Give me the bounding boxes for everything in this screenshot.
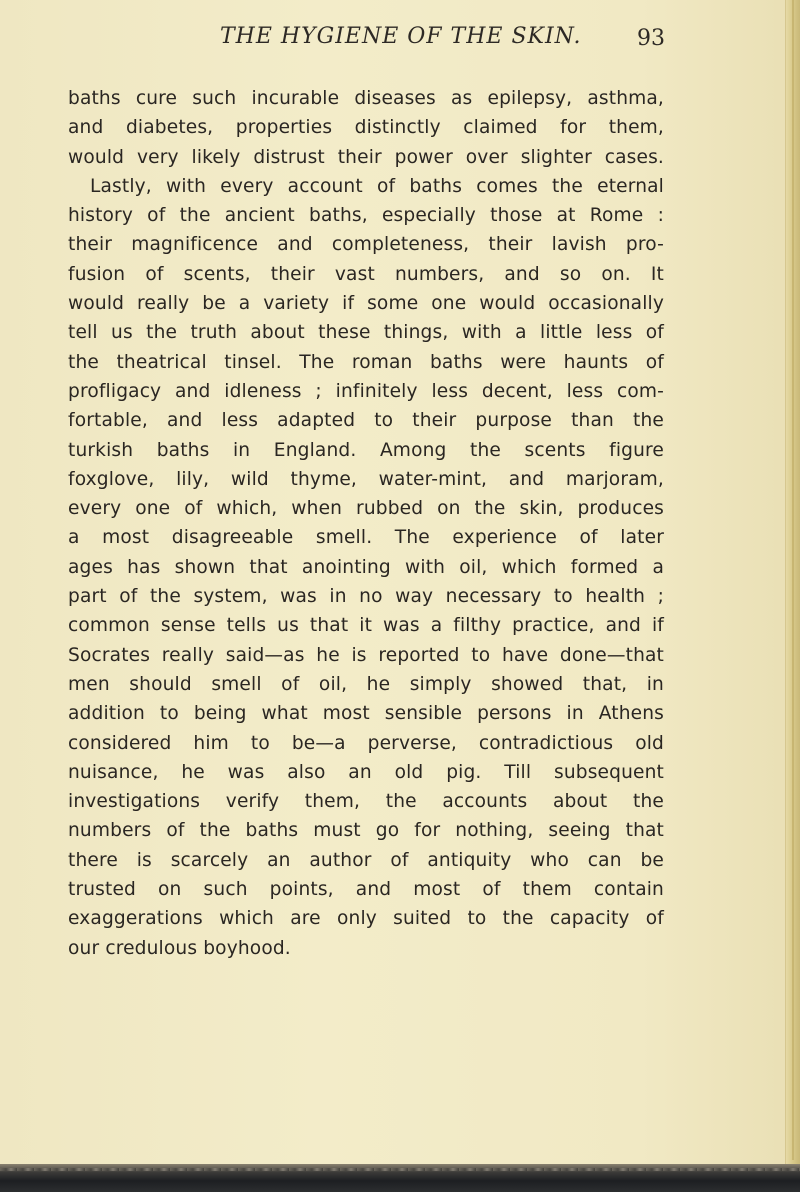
running-title: THE HYGIENE OF THE SKIN. (220, 24, 582, 49)
text-line: our credulous boyhood. (68, 937, 291, 959)
text-line: nuisance, he was also an old pig. Till subsequent (68, 761, 664, 783)
running-head (0, 24, 800, 64)
text-line: addition to being what most sensible persons in Athens (68, 703, 664, 725)
text-line: ages has shown that anointing with oil, which formed a (68, 556, 664, 578)
page-number: 93 (637, 26, 665, 51)
text-line: every one of which, when rubbed on the skin, produces (68, 498, 664, 520)
body-text (68, 84, 664, 963)
page-edge-shadow-line (792, 0, 794, 1160)
page-bottom-edge-texture (0, 1168, 800, 1171)
text-line: a most disagreeable smell. The experience of later (68, 527, 664, 549)
text-line: would really be a variety if some one would occasionally (68, 293, 664, 315)
text-line: the theatrical tinsel. The roman baths were haunts of (68, 351, 664, 373)
text-line: Socrates really said—as he is reported to have done—that (68, 644, 664, 666)
text-line: considered him to be—a perverse, contradictious old (68, 732, 664, 754)
text-line: exaggerations which are only suited to the capacity of (68, 908, 664, 930)
text-line: tell us the truth about these things, with a little less of (68, 322, 664, 344)
text-line: profligacy and idleness ; infinitely less decent, less com- (68, 380, 664, 402)
text-line: history of the ancient baths, especially those at Rome : (68, 205, 664, 227)
text-line: Lastly, with every account of baths comes the eternal (90, 175, 664, 197)
text-line: turkish baths in England. Among the scents figure (68, 439, 664, 461)
text-line: men should smell of oil, he simply showed that, in (68, 673, 664, 695)
text-line: foxglove, lily, wild thyme, water-mint, and marjoram, (68, 468, 664, 490)
text-line: numbers of the baths must go for nothing, seeing that (68, 820, 664, 842)
text-line: would very likely distrust their power over slighter cases. (68, 146, 664, 168)
text-line: their magnificence and completeness, their lavish pro- (68, 234, 664, 256)
text-line: investigations verify them, the accounts about the (68, 791, 664, 813)
text-line: baths cure such incurable diseases as epilepsy, asthma, (68, 88, 664, 109)
text-line: and diabetes, properties distinctly claimed for them, (68, 117, 664, 139)
text-line: there is scarcely an author of antiquity who can be (68, 849, 664, 871)
text-line: part of the system, was in no way necessary to health ; (68, 586, 664, 608)
text-line: fusion of scents, their vast numbers, and so on. It (68, 263, 664, 285)
text-line: trusted on such points, and most of them contain (68, 879, 664, 901)
text-line: fortable, and less adapted to their purpose than the (68, 410, 664, 432)
text-line: common sense tells us that it was a filthy practice, and if (68, 615, 664, 637)
